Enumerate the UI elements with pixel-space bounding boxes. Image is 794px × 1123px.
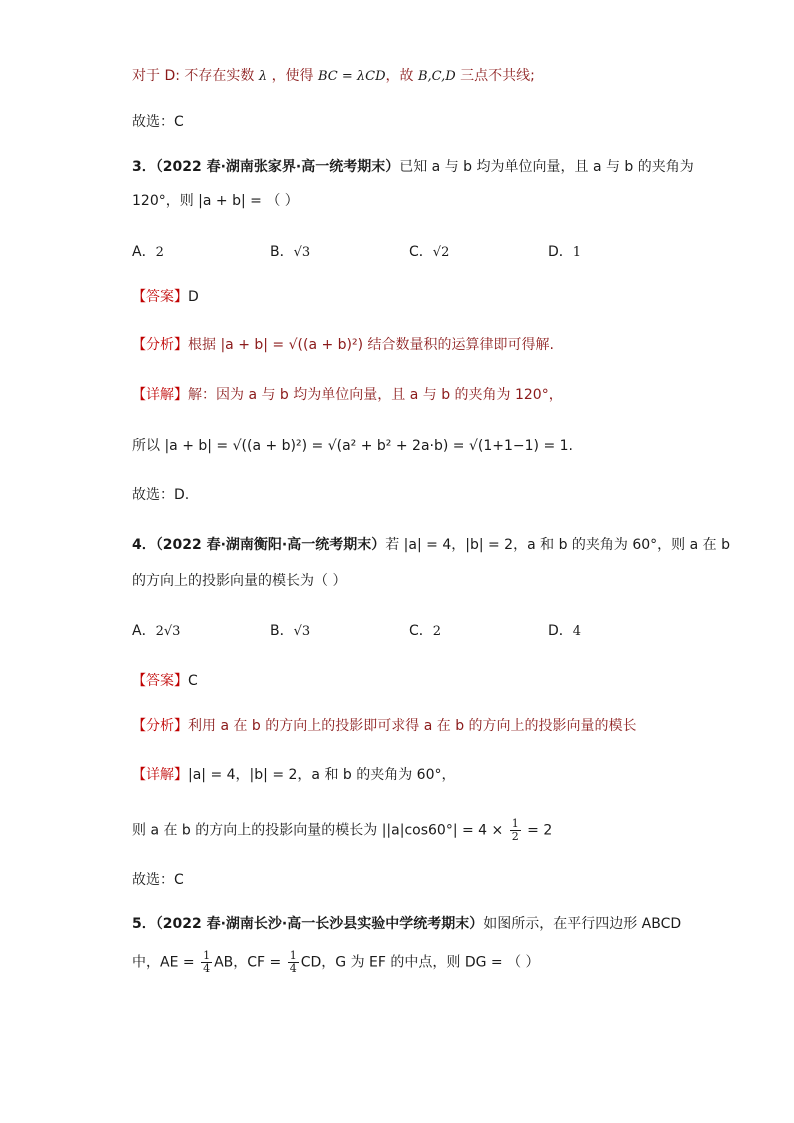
d-mid: ，使得: [271, 68, 314, 84]
q3-analysis-tag: 【分析】: [132, 337, 188, 353]
q4-answer: [132, 671, 198, 691]
q4-calc-pre: 则 a 在 b 的方向上的投影向量的模长为 ||a|cos60°| = 4 ×: [132, 822, 504, 839]
q4-calc-post: = 2: [527, 822, 553, 839]
q4-answer-value: C: [188, 673, 198, 689]
option-d-conclusion: [132, 66, 535, 87]
q3-stem-line-2: 120°，则 |a + b| = （ ）: [132, 193, 299, 209]
q5-stem: 如图所示，在平行四边形 ABCD: [483, 916, 682, 932]
q4-stem: 若 |a| = 4，|b| = 2，a 和 b 的夹角为 60°，则 a 在 b: [385, 537, 730, 553]
q3-number: 3．: [132, 159, 156, 175]
q5-number: 5．: [132, 916, 156, 932]
q4-half-fraction: $\frac{1}{2}$: [511, 817, 519, 843]
q4-source: （2022 春·湖南衡阳·高一统考期末）: [155, 537, 386, 553]
q3-select: 故选：D.: [132, 487, 190, 503]
q3-answer-tag: 【答案】: [132, 289, 188, 305]
q3-source: （2022 春·湖南张家界·高一统考期末）: [155, 159, 400, 175]
q3-stem-line-1: [132, 157, 694, 177]
q3-detail: [132, 385, 563, 405]
q3-option-b: B．√3: [270, 244, 311, 260]
q4-calculation: [132, 818, 552, 843]
q3-analysis: [132, 335, 554, 355]
q4-option-a: A．2√3: [132, 623, 181, 639]
q4-stem-line-2: 的方向上的投影向量的模长为（ ）: [132, 573, 347, 589]
q3-detail-tag: 【详解】: [132, 387, 188, 403]
q5-quarter-fraction-1: $\frac{1}{4}$: [203, 949, 211, 975]
q4-number: 4．: [132, 537, 156, 553]
q5-quarter-fraction-2: $\frac{1}{4}$: [289, 949, 297, 975]
q4-detail: [132, 765, 456, 785]
q3-answer-value: D: [188, 289, 199, 305]
q4-detail-tag: 【详解】: [132, 767, 188, 783]
q4-option-c: C．2: [409, 623, 442, 639]
q4-analysis: [132, 716, 637, 736]
q3-analysis-text: 根据 |a + b| = √((a + b)²) 结合数量积的运算律即可得解.: [188, 337, 554, 353]
q5-stem-line-1: [132, 914, 681, 934]
q4-stem-line-1: [132, 535, 730, 555]
q4-analysis-tag: 【分析】: [132, 718, 188, 734]
q5-stem-line-2: 中，AE = $\frac{1}{4}$ AB，CF = $\frac{1}{4}$ CD，G 为 EF 的中点，则 DG = （ ）: [132, 949, 540, 975]
d-points: B,C,D: [417, 69, 456, 84]
d-end: ，故: [385, 68, 414, 84]
lambda-symbol: λ: [258, 69, 268, 84]
q4-answer-tag: 【答案】: [132, 673, 188, 689]
q4-detail-text: |a| = 4，|b| = 2，a 和 b 的夹角为 60°，: [188, 767, 456, 783]
q4-option-d: D．4: [548, 623, 582, 639]
q5-source: （2022 春·湖南长沙·高一长沙县实验中学统考期末）: [155, 916, 484, 932]
q3-calculation: 所以 |a + b| = √((a + b)²) = √(a² + b² + 2a·b) = √(1+1−1) = 1.: [132, 438, 573, 454]
q3-option-a: A．2: [132, 244, 164, 260]
q4-select: 故选：C: [132, 872, 184, 888]
d-tail: 三点不共线;: [460, 68, 535, 84]
q4-analysis-text: 利用 a 在 b 的方向上的投影即可求得 a 在 b 的方向上的投影向量的模长: [188, 718, 637, 734]
q3-answer: [132, 287, 199, 307]
d-label: 对于 D: 不存在实数: [132, 68, 255, 84]
q3-stem: 已知 a 与 b 均为单位向量，且 a 与 b 的夹角为: [399, 159, 694, 175]
q4-option-b: B．√3: [270, 623, 311, 639]
d-vector-expression: BC = λCD: [318, 69, 386, 84]
q3-option-c: C．√2: [409, 244, 450, 260]
q3-detail-text: 解：因为 a 与 b 均为单位向量，且 a 与 b 的夹角为 120°，: [188, 387, 563, 403]
q2-answer-select: 故选：C: [132, 114, 184, 130]
q3-option-d: D．1: [548, 244, 582, 260]
